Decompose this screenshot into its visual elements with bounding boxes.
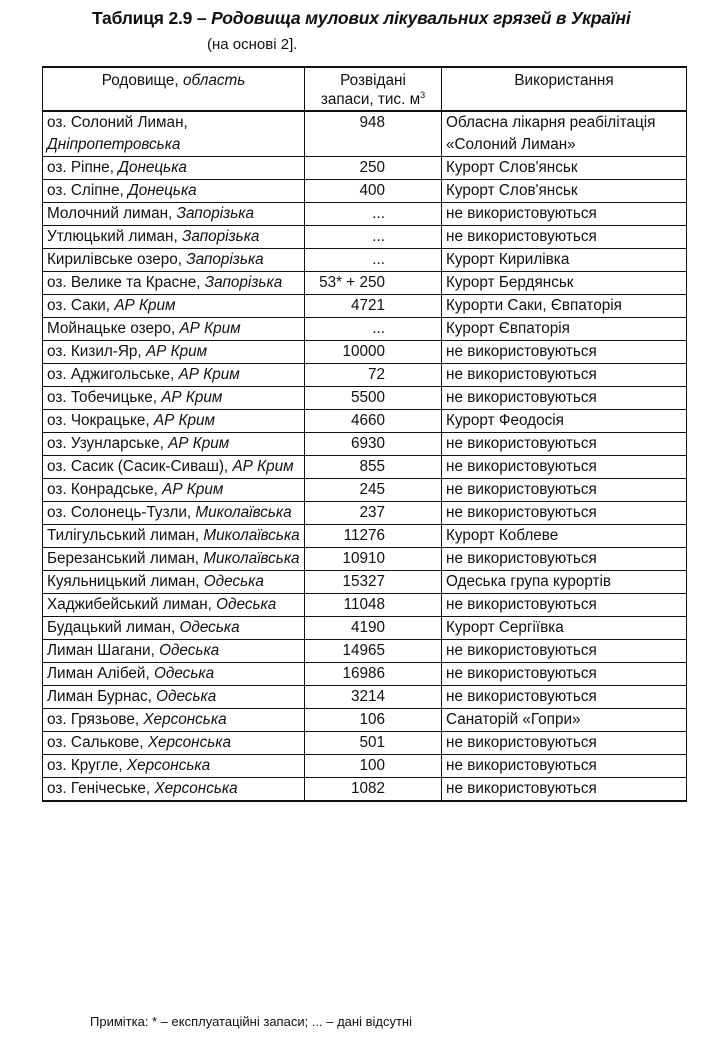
table-row (43, 203, 687, 226)
usage-cell: Курорт Слов'янськ (442, 157, 687, 180)
deposit-region: Одеська (153, 665, 215, 682)
usage-cell: Курорти Саки, Євпаторія (442, 295, 687, 318)
usage-cell: не використовуються (442, 640, 687, 663)
deposit-name: Будацький лиман, (47, 619, 180, 636)
deposit-name: оз. Чокрацьке, (47, 412, 154, 429)
table-row (43, 318, 687, 341)
usage-cell: не використовуються (442, 479, 687, 502)
deposit-name: оз. Конрадське, (47, 481, 163, 498)
deposit-cell (43, 502, 305, 525)
table-row (43, 456, 687, 479)
deposit-name: оз. Тобечицьке, (47, 389, 162, 406)
deposit-cell (43, 295, 305, 318)
deposit-name: Хаджибейський лиман, (47, 596, 217, 613)
deposit-name: оз. Ріпне, (47, 159, 119, 176)
table-row (43, 364, 687, 387)
deposits-table (42, 66, 687, 802)
deposit-region: Донецька (118, 159, 187, 176)
deposit-region: Запорізька (186, 251, 264, 268)
table-row (43, 709, 687, 732)
reserve-cell: 245 (305, 479, 442, 502)
reserve-cell: 6930 (305, 433, 442, 456)
deposit-cell (43, 364, 305, 387)
table-row (43, 732, 687, 755)
header-reserves: Розвідані запаси, тис. $м^3$ (305, 67, 442, 111)
table-row (43, 272, 687, 295)
table-row (43, 387, 687, 410)
reserve-cell: 14965 (305, 640, 442, 663)
usage-cell: не використовуються (442, 502, 687, 525)
deposit-name: оз. Солонець-Тузли, (47, 504, 196, 521)
reserve-cell: 11048 (305, 594, 442, 617)
deposit-cell (43, 479, 305, 502)
usage-cell: не використовуються (442, 755, 687, 778)
table-row (43, 502, 687, 525)
deposit-name: оз. Аджигольське, (47, 366, 179, 383)
deposit-cell (43, 272, 305, 295)
deposit-name: Лиман Шагани, (47, 642, 160, 659)
deposit-cell (43, 226, 305, 249)
reserve-cell: 250 (305, 157, 442, 180)
reserve-cell: 855 (305, 456, 442, 479)
table-row (43, 226, 687, 249)
reserve-cell: 948 (305, 111, 442, 157)
deposit-cell (43, 180, 305, 203)
deposit-region: Херсонська (147, 734, 232, 751)
table-title (92, 8, 631, 29)
deposit-region: Херсонська (154, 780, 238, 797)
reserve-cell: 53* + 250 (305, 272, 442, 295)
deposit-region: Одеська (179, 619, 240, 636)
deposit-cell (43, 755, 305, 778)
usage-cell: Курорт Слов'янськ (442, 180, 687, 203)
deposit-region: Дніпропетровська (47, 136, 181, 153)
deposit-region: АР Крим (161, 389, 223, 406)
reserve-cell: 1082 (305, 778, 442, 802)
reserve-cell: ... (305, 249, 442, 272)
usage-cell: не використовуються (442, 663, 687, 686)
table-source: (на основі 2]. (207, 36, 298, 53)
usage-cell: Санаторій «Гопри» (442, 709, 687, 732)
deposit-name: оз. Велике та Красне, (47, 274, 205, 291)
usage-cell: не використовуються (442, 594, 687, 617)
table-header-row (43, 67, 687, 111)
deposit-region: Запорізька (176, 205, 255, 222)
deposit-region: Херсонська (126, 757, 211, 774)
usage-cell: Курорт Сергіївка (442, 617, 687, 640)
deposit-region: Одеська (216, 596, 277, 613)
reserve-cell: 237 (305, 502, 442, 525)
reserve-cell: 15327 (305, 571, 442, 594)
reserve-cell: 16986 (305, 663, 442, 686)
deposit-name: оз. Салькове, (47, 734, 148, 751)
table-row (43, 479, 687, 502)
deposit-cell (43, 410, 305, 433)
usage-cell: не використовуються (442, 203, 687, 226)
usage-cell: не використовуються (442, 686, 687, 709)
reserve-cell: ... (305, 226, 442, 249)
deposit-cell (43, 732, 305, 755)
deposit-cell (43, 456, 305, 479)
deposit-name: оз. Саки, (47, 297, 115, 314)
deposit-cell (43, 617, 305, 640)
table-row (43, 433, 687, 456)
deposit-name: оз. Кругле, (47, 757, 127, 774)
usage-cell: не використовуються (442, 341, 687, 364)
table-row (43, 249, 687, 272)
deposit-cell (43, 157, 305, 180)
usage-cell: не використовуються (442, 548, 687, 571)
reserve-cell: ... (305, 318, 442, 341)
usage-cell: Курорт Євпаторія (442, 318, 687, 341)
deposit-region: Запорізька (182, 228, 260, 245)
header-deposit: Родовище, область (43, 67, 305, 111)
reserve-cell: 4660 (305, 410, 442, 433)
table-row (43, 548, 687, 571)
table-row (43, 778, 687, 802)
deposit-region: АР Крим (114, 297, 176, 314)
deposit-cell (43, 525, 305, 548)
reserve-cell: 10000 (305, 341, 442, 364)
usage-cell: не використовуються (442, 226, 687, 249)
reserve-cell: 4190 (305, 617, 442, 640)
table-row (43, 755, 687, 778)
table-row (43, 111, 687, 157)
deposit-cell (43, 203, 305, 226)
table-row (43, 180, 687, 203)
reserve-cell: 501 (305, 732, 442, 755)
deposit-name: Куяльницький лиман, (47, 573, 204, 590)
table-row (43, 341, 687, 364)
reserve-cell: 100 (305, 755, 442, 778)
reserve-cell: 10910 (305, 548, 442, 571)
usage-cell: не використовуються (442, 778, 687, 802)
deposit-region: АР Крим (178, 366, 240, 383)
table-row (43, 617, 687, 640)
reserve-cell: 5500 (305, 387, 442, 410)
deposit-cell (43, 663, 305, 686)
deposit-cell (43, 778, 305, 802)
deposit-region: Херсонська (143, 711, 227, 728)
deposit-region: АР Крим (232, 458, 294, 475)
deposit-region: АР Крим (168, 435, 230, 452)
deposit-name: оз. Узунларське, (47, 435, 169, 452)
table-row (43, 295, 687, 318)
deposit-name: Лиман Алібей, (47, 665, 154, 682)
deposit-name: оз. Генічеське, (47, 780, 155, 797)
deposit-name: оз. Сасик (Сасик-Сиваш), (47, 458, 233, 475)
deposit-cell (43, 318, 305, 341)
deposit-cell (43, 387, 305, 410)
deposit-cell (43, 341, 305, 364)
deposit-region: АР Крим (162, 481, 224, 498)
deposit-region: Донецька (127, 182, 197, 199)
reserve-cell: ... (305, 203, 442, 226)
deposit-region: Одеська (156, 688, 217, 705)
deposit-cell (43, 433, 305, 456)
table-row (43, 594, 687, 617)
deposit-region: Одеська (159, 642, 220, 659)
deposit-name: Тилігульський лиман, (47, 527, 204, 544)
deposit-region: Миколаївська (203, 527, 300, 544)
deposit-cell (43, 594, 305, 617)
header-usage: Використання (442, 67, 687, 111)
reserve-cell: 72 (305, 364, 442, 387)
reserve-cell: 106 (305, 709, 442, 732)
usage-cell: Курорт Бердянськ (442, 272, 687, 295)
deposit-name: оз. Солоний Лиман, (47, 114, 188, 131)
usage-cell: Одеська група курортів (442, 571, 687, 594)
deposit-name: оз. Сліпне, (47, 182, 128, 199)
deposit-cell (43, 249, 305, 272)
table-note: Примітка: * – експлуатаційні запаси; ... – дані відсутні (90, 1014, 412, 1029)
usage-cell: Курорт Феодосія (442, 410, 687, 433)
usage-cell: не використовуються (442, 364, 687, 387)
table-row (43, 686, 687, 709)
reserve-cell: 400 (305, 180, 442, 203)
deposit-name: оз. Кизил-Яр, (47, 343, 146, 360)
deposit-name: Кирилівське озеро, (47, 251, 187, 268)
deposit-region: АР Крим (145, 343, 208, 360)
deposit-name: Мойнацьке озеро, (47, 320, 180, 337)
usage-cell: не використовуються (442, 387, 687, 410)
table-row (43, 663, 687, 686)
usage-cell: Обласна лікарня реабілітація «Солоний Лиман» (442, 111, 687, 157)
reserve-cell: 3214 (305, 686, 442, 709)
table-number: Таблиця 2.9 – (92, 8, 212, 28)
deposit-region: Миколаївська (203, 550, 300, 567)
deposit-cell (43, 548, 305, 571)
deposit-region: Запорізька (204, 274, 283, 291)
table-row (43, 525, 687, 548)
reserve-cell: 4721 (305, 295, 442, 318)
table-row (43, 410, 687, 433)
reserve-cell: 11276 (305, 525, 442, 548)
table-row (43, 571, 687, 594)
deposit-cell (43, 640, 305, 663)
deposit-region: Одеська (203, 573, 264, 590)
deposit-region: АР Крим (153, 412, 216, 429)
usage-cell: не використовуються (442, 433, 687, 456)
usage-cell: Курорт Коблеве (442, 525, 687, 548)
usage-cell: не використовуються (442, 456, 687, 479)
deposit-region: АР Крим (179, 320, 241, 337)
table-row (43, 640, 687, 663)
deposit-name: Утлюцький лиман, (47, 228, 182, 245)
deposit-cell (43, 709, 305, 732)
deposit-name: Молочний лиман, (47, 205, 177, 222)
usage-cell: Курорт Кирилівка (442, 249, 687, 272)
deposit-cell (43, 111, 305, 157)
deposit-name: оз. Грязьове, (47, 711, 144, 728)
deposit-name: Лиман Бурнас, (47, 688, 157, 705)
deposit-name: Березанський лиман, (47, 550, 204, 567)
deposit-region: Миколаївська (195, 504, 292, 521)
deposit-cell (43, 571, 305, 594)
usage-cell: не використовуються (442, 732, 687, 755)
deposit-cell (43, 686, 305, 709)
table-title-text: Родовища мулових лікувальних грязей в Україні (211, 8, 631, 28)
table-row (43, 157, 687, 180)
table-body (43, 111, 687, 801)
